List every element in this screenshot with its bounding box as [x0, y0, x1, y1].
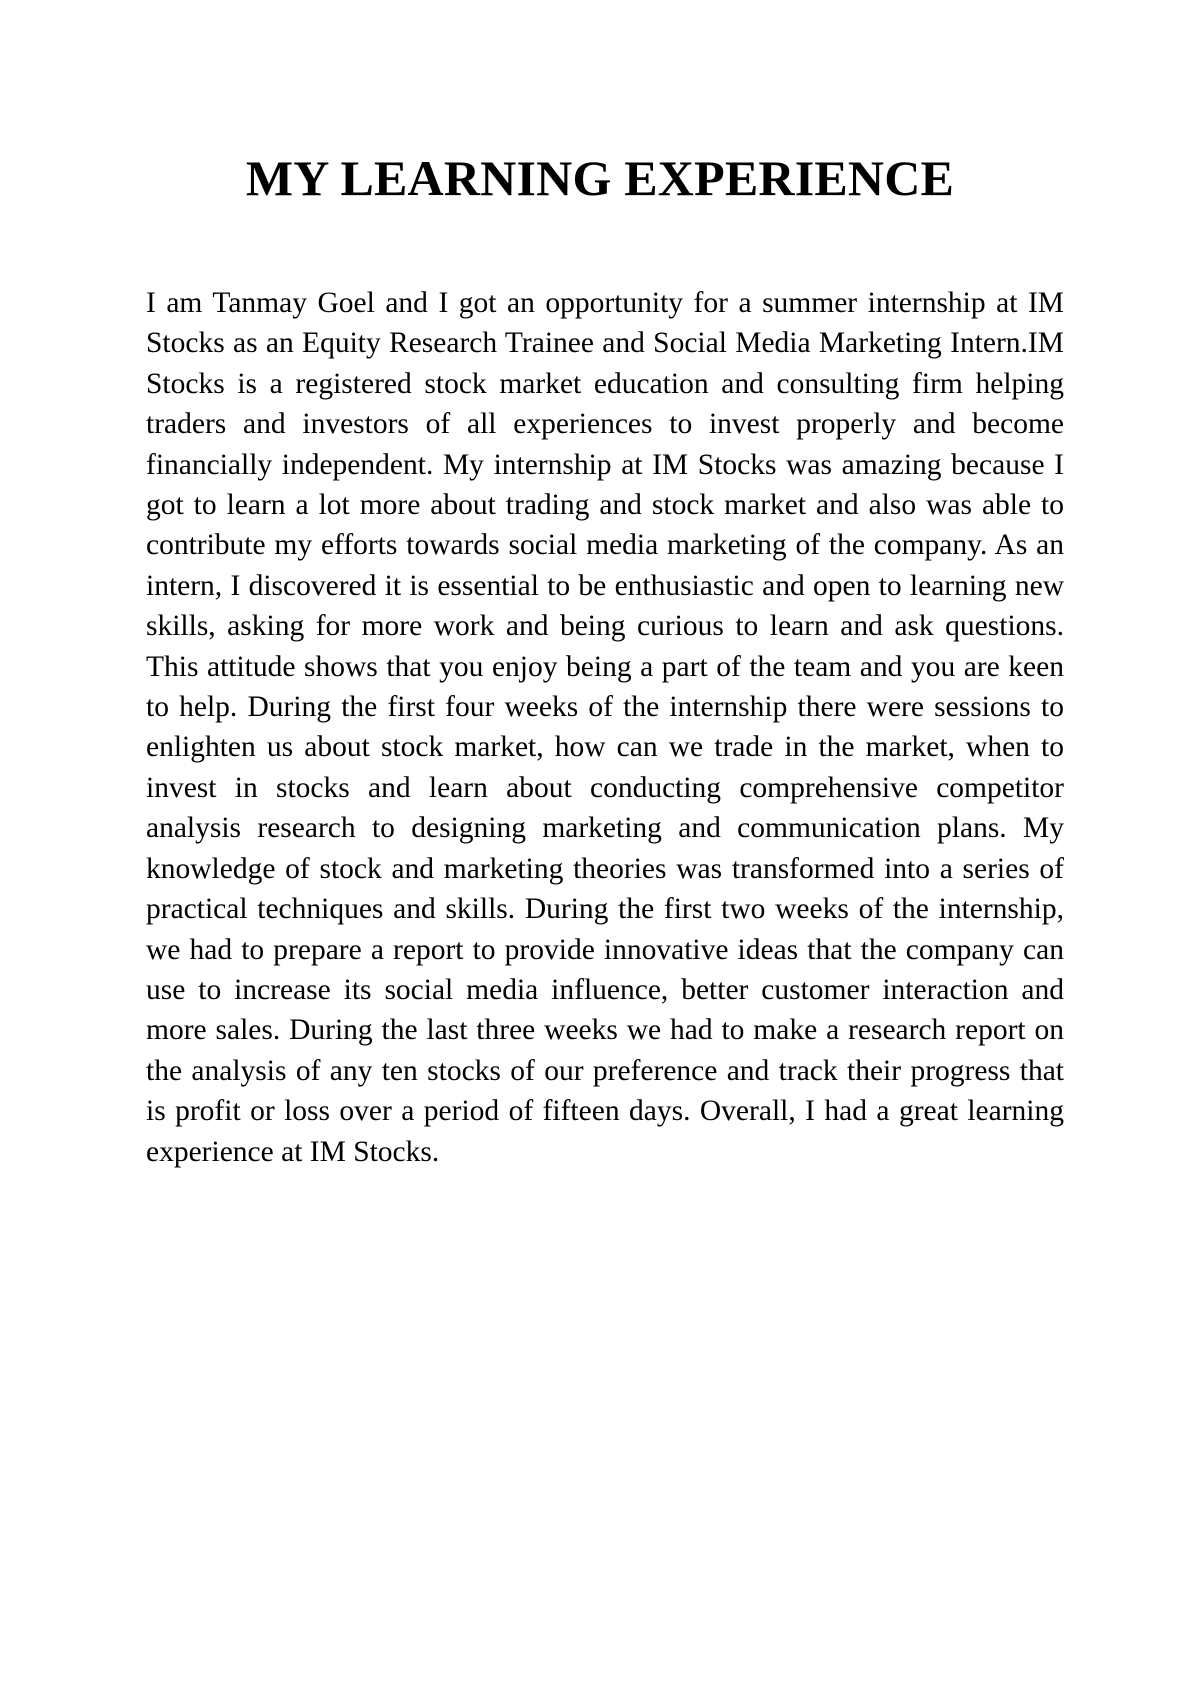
- body-paragraph: I am Tanmay Goel and I got an opportunity for a summer internship at IM Stocks as an Equity Research Trainee and Social Media Marketing Intern.IM Stocks is a registered stock market education and consulting firm helping traders and investors of all experiences to invest properly and become financially independent. My internship at IM Stocks was amazing because I got to learn a lot more about trading and stock market and also was able to contribute my efforts towards social media marketing of the company. As an intern, I discovered it is essential to be enthusiastic and open to learning new skills, asking for more work and being curious to learn and ask questions. This attitude shows that you enjoy being a part of the team and you are keen to help. During the first four weeks of the internship there were sessions to enlighten us about stock market, how can we trade in the market, when to invest in stocks and learn about conducting comprehensive competitor analysis research to designing marketing and communication plans. My knowledge of stock and marketing theories was transformed into a series of practical techniques and skills. During the first two weeks of the internship, we had to prepare a report to provide innovative ideas that the company can use to increase its social media influence, better customer interaction and more sales. During the last three weeks we had to make a research report on the analysis of any ten stocks of our preference and track their progress that is profit or loss over a period of fifteen days. Overall, I had a great learning experience at IM Stocks.: [146, 287, 1064, 1168]
- page-title: MY LEARNING EXPERIENCE: [245, 150, 955, 206]
